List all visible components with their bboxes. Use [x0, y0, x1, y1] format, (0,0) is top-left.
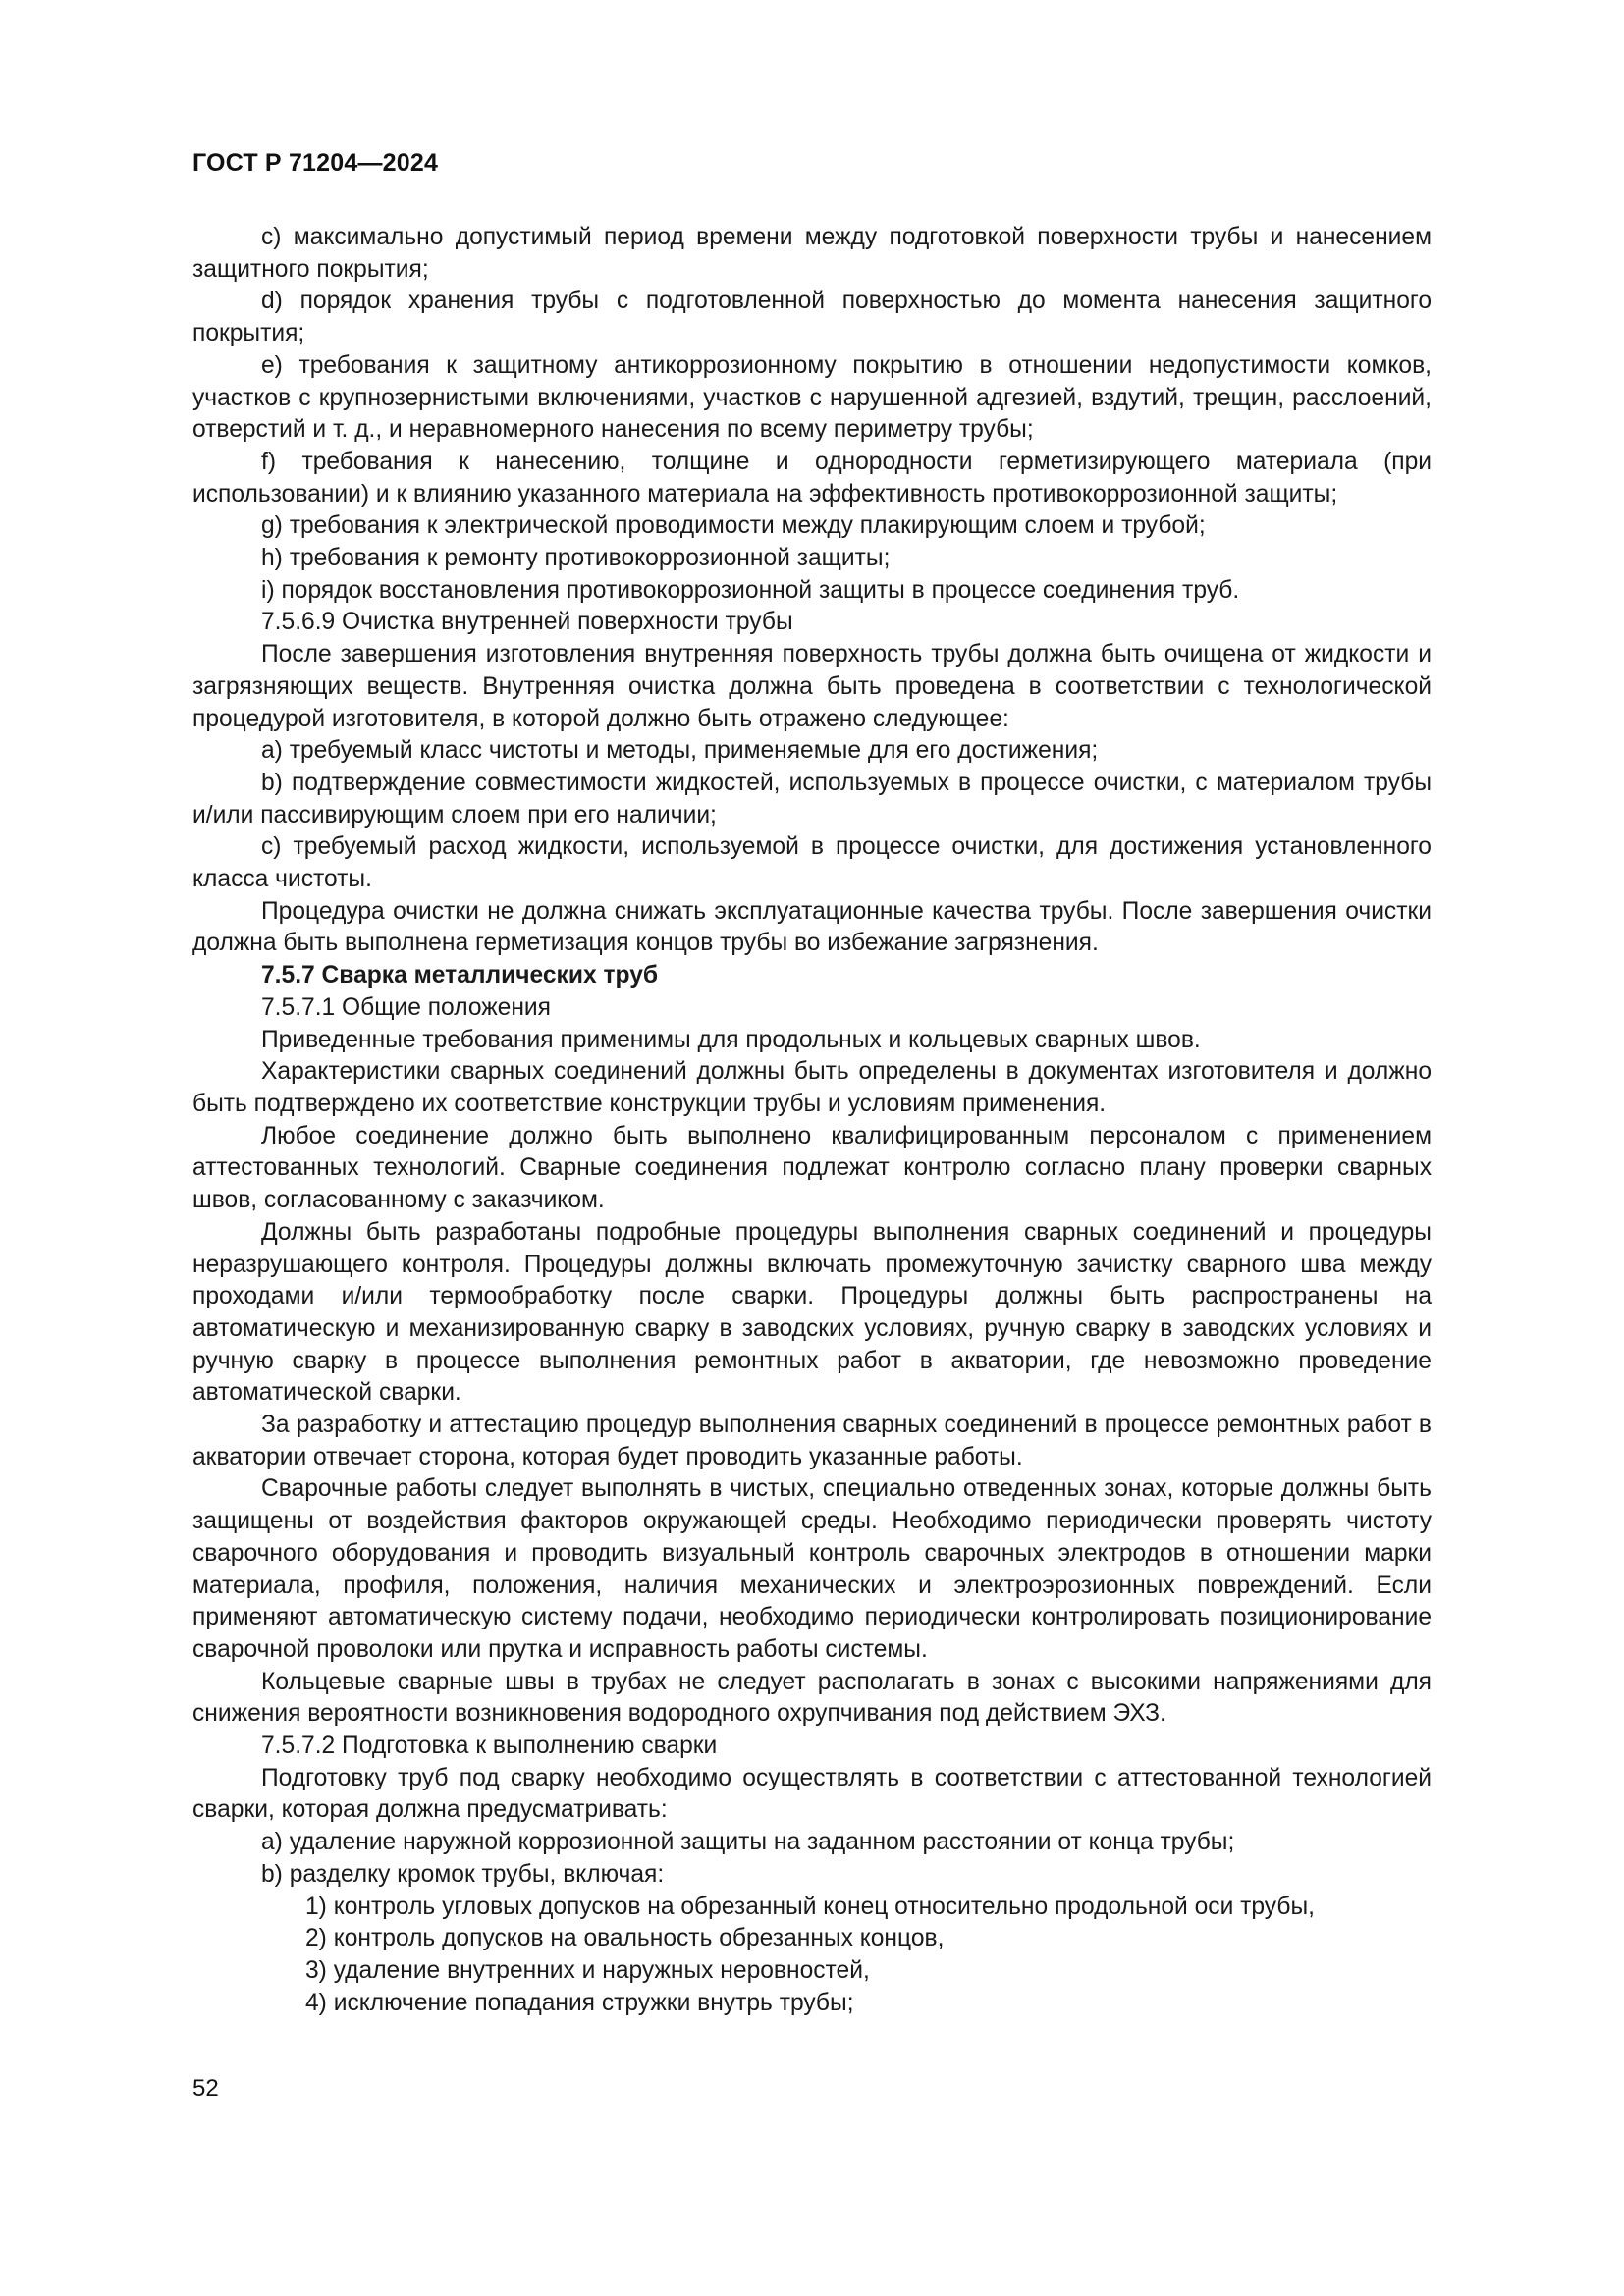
paragraph: После завершения изготовления внутренняя поверхность трубы должна быть очищена от жидкости и загрязняющих веществ. Внутренняя очистка должна быть проведена в соответствии с технологической процедурой изготовителя, в которой должно быть отражено следующее:	[192, 641, 1432, 732]
paragraph: 7.5.7.1 Общие положения	[261, 993, 551, 1021]
paragraph: f) требования к нанесению, толщине и однородности герметизирующего материала (при использовании) и к влиянию указанного материала на эффективность противокоррозионной защиты;	[192, 448, 1432, 507]
paragraph: Приведенные требования применимы для продольных и кольцевых сварных швов.	[261, 1026, 1201, 1053]
paragraph: Должны быть разработаны подробные процедуры выполнения сварных соединений и процедуры неразрушающего контроля. Процедуры должны включать промежуточную зачистку сварного шва между проходами и/или термообработку после сварки. Процедуры должны быть распространены на автоматическую и механизированную сварку в заводских условиях, ручную сварку в заводских условиях и ручную сварку в процессе выполнения ремонтных работ в акватории, где невозможно проведение автоматической сварки.	[192, 1218, 1432, 1407]
paragraph: b) подтверждение совместимости жидкостей, используемых в процессе очистки, с материалом трубы и/или пассивирующим слоем при его наличии;	[192, 769, 1432, 828]
sub-list-item: 3) удаление внутренних и наружных неровностей,	[305, 1956, 870, 1984]
paragraph: a) удаление наружной коррозионной защиты на заданном расстоянии от конца трубы;	[261, 1829, 1235, 1856]
sub-list-item: 1) контроль угловых допусков на обрезанный конец относительно продольной оси трубы,	[305, 1893, 1315, 1920]
section-heading: 7.5.7 Сварка металлических труб	[261, 962, 659, 989]
paragraph: i) порядок восстановления противокоррозионной защиты в процессе соединения труб.	[261, 576, 1240, 604]
document-body	[192, 222, 1432, 2019]
sub-list-item: 4) исключение попадания стружки внутрь трубы;	[305, 1989, 854, 2016]
sub-list-item: 2) контроль допусков на овальность обрезанных концов,	[305, 1925, 945, 1952]
paragraph: Процедура очистки не должна снижать эксплуатационные качества трубы. После завершения очистки должна быть выполнена герметизация концов трубы во избежание загрязнения.	[192, 897, 1432, 957]
paragraph: e) требования к защитному антикоррозионному покрытию в отношении недопустимости комков, участков с крупнозернистыми включениями, участков с нарушенной адгезией, вздутий, трещин, расслоений, отверстий и т. д., и неравномерного нанесения по всему периметру трубы;	[192, 351, 1432, 444]
paragraph: c) максимально допустимый период времени между подготовкой поверхности трубы и нанесением защитного покрытия;	[192, 224, 1432, 283]
paragraph: d) порядок хранения трубы с подготовленной поверхностью до момента нанесения защитного покрытия;	[192, 288, 1432, 347]
page-number: 52	[192, 2075, 219, 2102]
paragraph: 7.5.7.2 Подготовка к выполнению сварки	[261, 1733, 718, 1760]
paragraph: h) требования к ремонту противокоррозионной защиты;	[261, 545, 891, 572]
paragraph: c) требуемый расход жидкости, используемой в процессе очистки, для достижения установленного класса чистоты.	[192, 833, 1432, 893]
paragraph: Характеристики сварных соединений должны быть определены в документах изготовителя и должно быть подтверждено их соответствие конструкции трубы и условиям применения.	[192, 1058, 1432, 1117]
paragraph: g) требования к электрической проводимости между плакирующим слоем и трубой;	[261, 512, 1206, 540]
paragraph: Кольцевые сварные швы в трубах не следует располагать в зонах с высокими напряжениями для снижения вероятности возникновения водородного охрупчивания под действием ЭХЗ.	[192, 1668, 1432, 1728]
paragraph: За разработку и аттестацию процедур выполнения сварных соединений в процессе ремонтных работ в акватории отвечает сторона, которая будет проводить указанные работы.	[192, 1412, 1432, 1470]
paragraph: a) требуемый класс чистоты и методы, применяемые для его достижения;	[261, 737, 1099, 765]
document-header: ГОСТ Р 71204—2024	[192, 149, 439, 177]
paragraph: Сварочные работы следует выполнять в чистых, специально отведенных зонах, которые должны быть защищены от воздействия факторов окружающей среды. Необходимо периодически проверять чистоту сварочного оборудования и проводить визуальный контроль сварочных электродов в отношении марки материала, профиля, положения, наличия механических и электроэрозионных повреждений. Если применяют автоматическую систему подачи, необходимо периодически контролировать позиционирование сварочной проволоки или прутка и исправность работы системы.	[192, 1475, 1432, 1663]
paragraph: 7.5.6.9 Очистка внутренней поверхности трубы	[261, 609, 793, 636]
paragraph: Подготовку труб под сварку необходимо осуществлять в соответствии с аттестованной технологией сварки, которая должна предусматривать:	[192, 1764, 1432, 1824]
paragraph: b) разделку кромок трубы, включая:	[261, 1860, 665, 1888]
paragraph: Любое соединение должно быть выполнено квалифицированным персоналом с применением аттестованных технологий. Сварные соединения подлежат контролю согласно плану проверки сварных швов, согласованному с заказчиком.	[192, 1122, 1432, 1214]
